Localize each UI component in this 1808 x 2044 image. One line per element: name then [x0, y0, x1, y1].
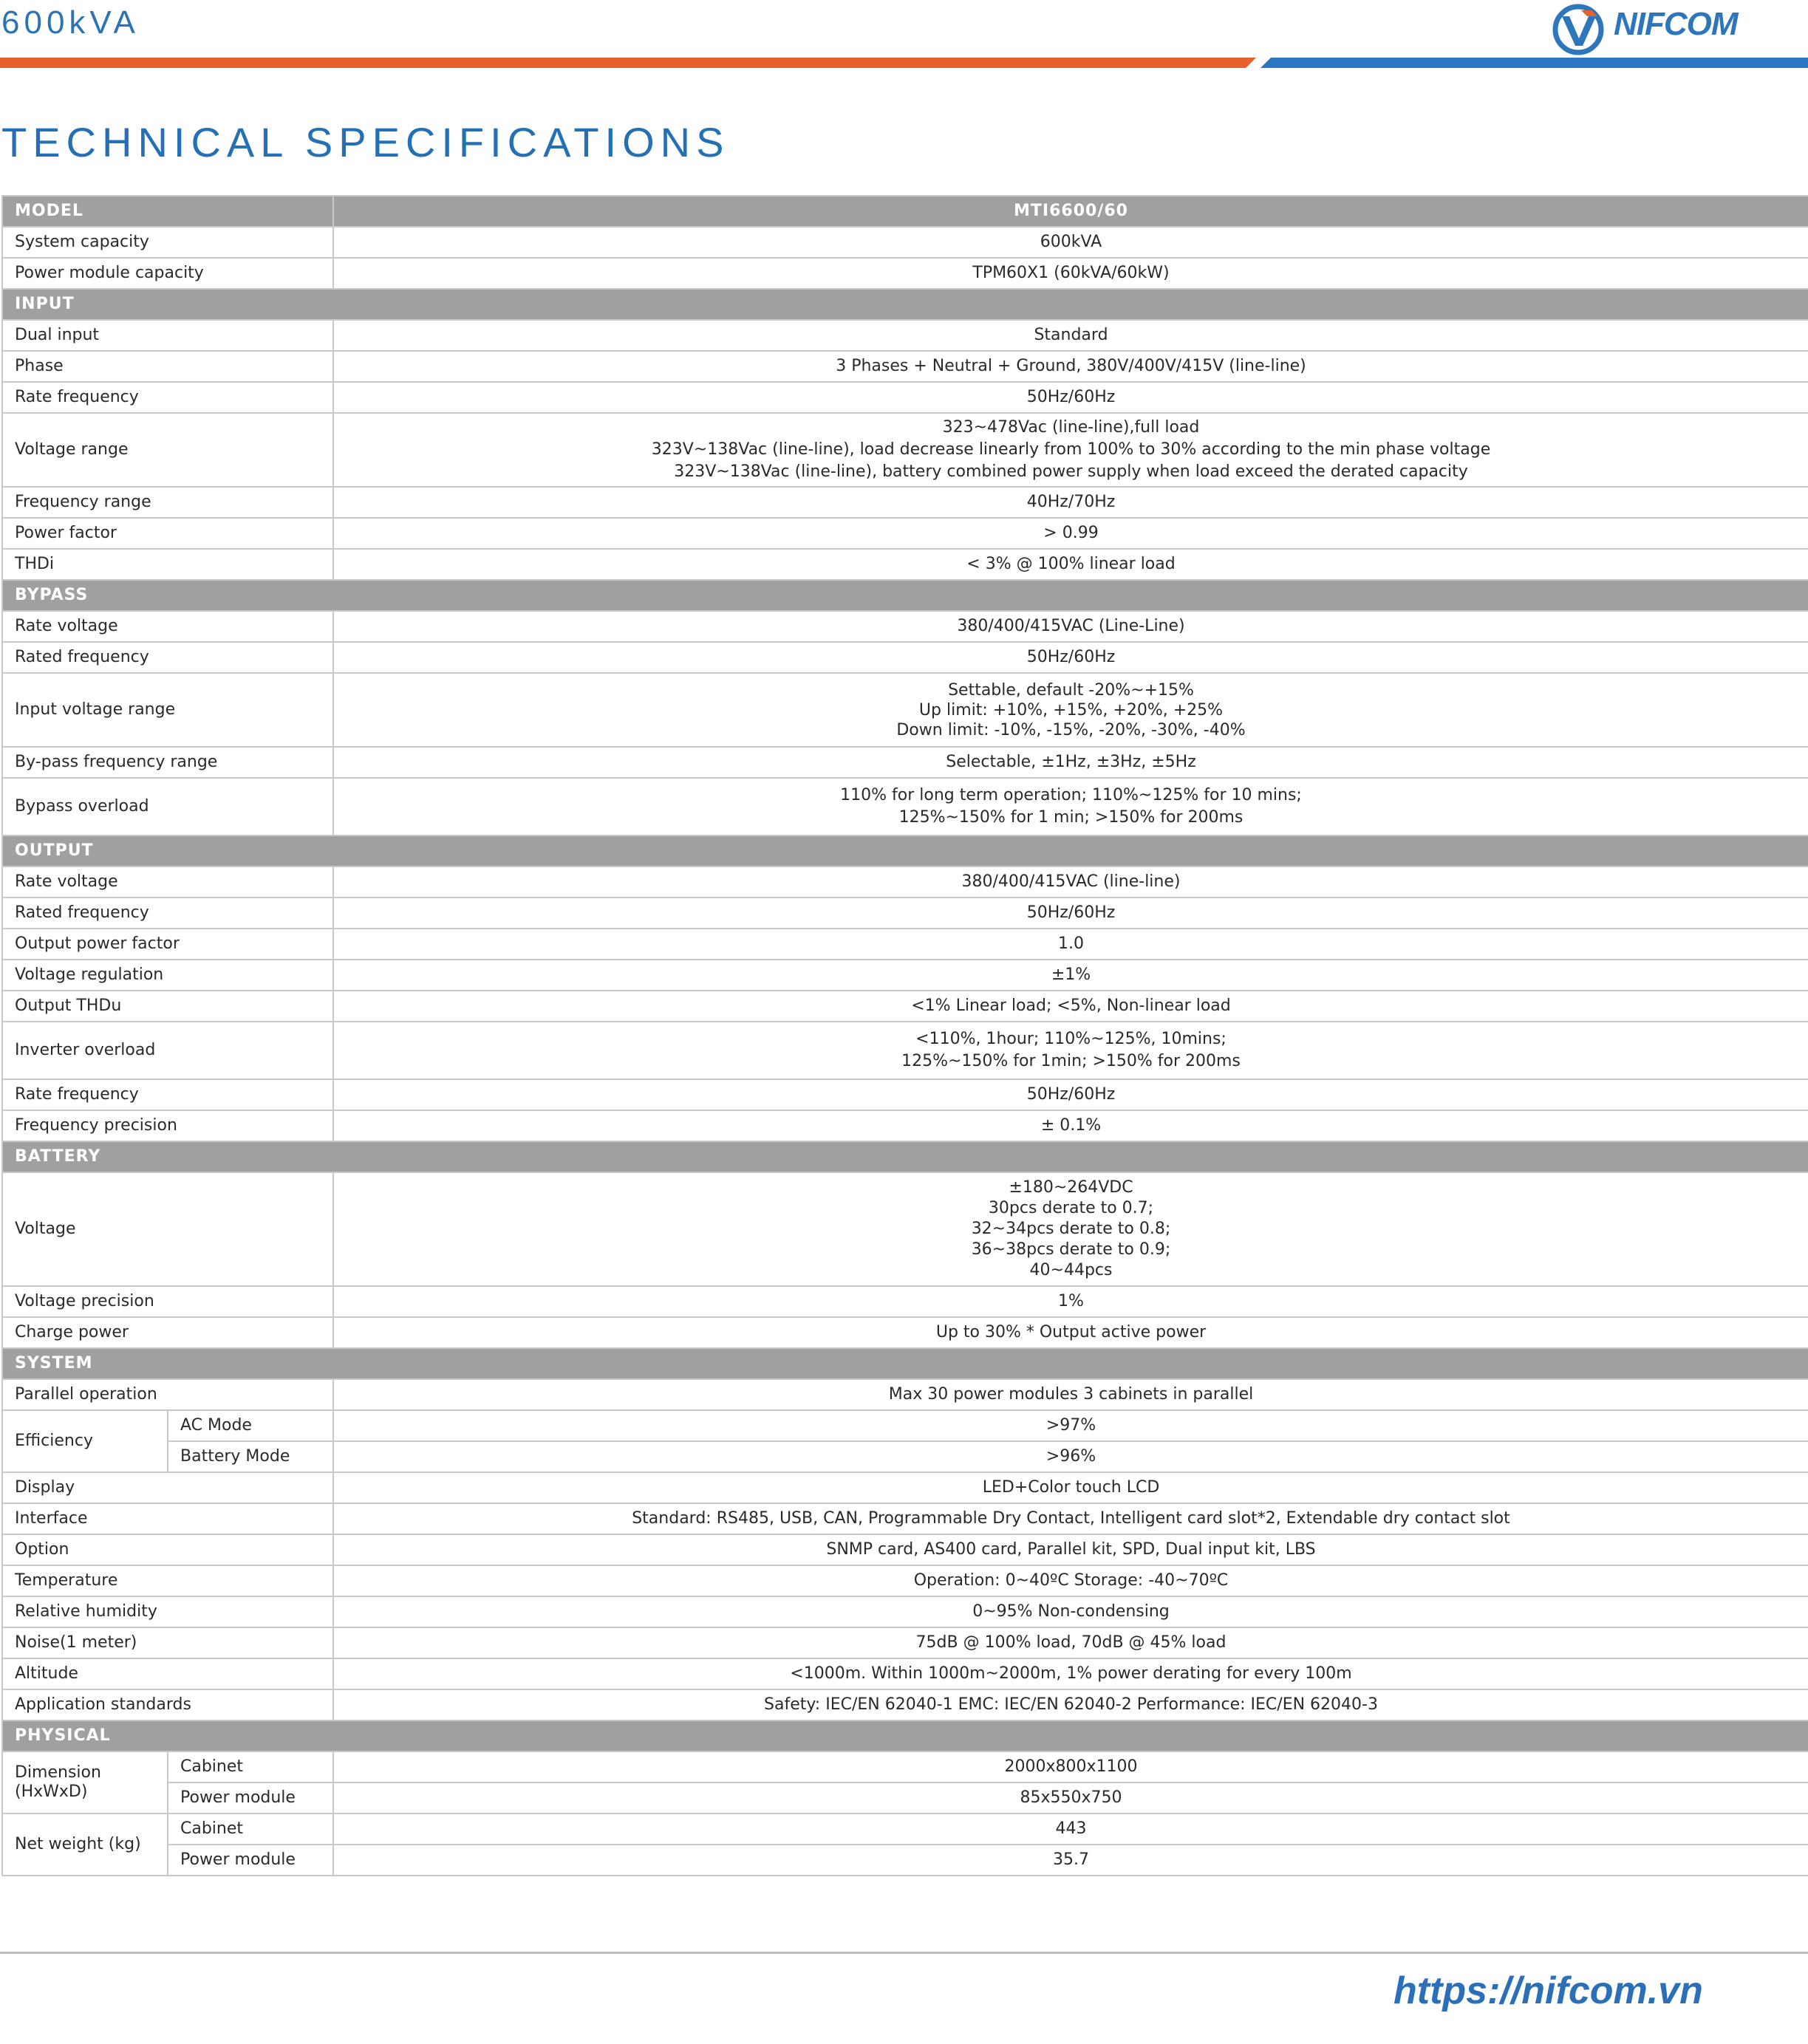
table-row: [2, 747, 1808, 778]
section-header-row: [2, 289, 1808, 320]
table-row: [2, 611, 1808, 642]
spec-label: Output THDu: [2, 991, 333, 1022]
spec-label: Frequency range: [2, 487, 333, 518]
table-row: [2, 487, 1808, 518]
spec-value: LED+Color touch LCD: [333, 1472, 1808, 1503]
table-row: [2, 1286, 1808, 1317]
table-row: [2, 898, 1808, 929]
spec-value: ±1%: [333, 960, 1808, 991]
spec-value: 380/400/415VAC (line-line): [333, 867, 1808, 898]
table-row: [2, 1658, 1808, 1689]
table-row: [2, 960, 1808, 991]
table-row: [2, 1079, 1808, 1110]
spec-sublabel: AC Mode: [168, 1410, 333, 1441]
spec-sublabel: Power module: [168, 1845, 333, 1876]
spec-value: 1%: [333, 1286, 1808, 1317]
spec-label: Rate frequency: [2, 382, 333, 413]
section-title-battery: BATTERY: [2, 1141, 1808, 1172]
spec-label: Charge power: [2, 1317, 333, 1348]
spec-value: 35.7: [333, 1845, 1808, 1876]
spec-value: 40Hz/70Hz: [333, 487, 1808, 518]
spec-label: Frequency precision: [2, 1110, 333, 1141]
table-row: [2, 673, 1808, 747]
table-row: [2, 642, 1808, 673]
spec-label: Voltage range: [2, 413, 333, 487]
spec-label: Power module capacity: [2, 258, 333, 289]
table-row: [2, 867, 1808, 898]
table-row: [2, 1410, 1808, 1441]
spec-value: <1000m. Within 1000m~2000m, 1% power derating for every 100m: [333, 1658, 1808, 1689]
table-row: [2, 1751, 1808, 1782]
table-row: [2, 1503, 1808, 1534]
header-stripe-orange: [0, 58, 1256, 68]
spec-label: Rate voltage: [2, 867, 333, 898]
spec-value: 2000x800x1100: [333, 1751, 1808, 1782]
value-line: 323~478Vac (line-line),full load: [942, 418, 1200, 437]
spec-label: Input voltage range: [2, 673, 333, 747]
table-row: [2, 549, 1808, 580]
spec-label: Inverter overload: [2, 1022, 333, 1079]
spec-value: 50Hz/60Hz: [333, 898, 1808, 929]
spec-value: 380/400/415VAC (Line-Line): [333, 611, 1808, 642]
table-row: [2, 991, 1808, 1022]
spec-label: Phase: [2, 351, 333, 382]
value-line: 323V~138Vac (line-line), battery combined power supply when load exceed the derated capacity: [674, 462, 1468, 481]
spec-value: < 3% @ 100% linear load: [333, 549, 1808, 580]
table-row: [2, 351, 1808, 382]
table-row: [2, 1627, 1808, 1658]
table-row: [2, 778, 1808, 835]
table-row: [2, 1782, 1808, 1814]
spec-value: 50Hz/60Hz: [333, 1079, 1808, 1110]
spec-value: Standard: [333, 320, 1808, 351]
spec-label: Rate voltage: [2, 611, 333, 642]
spec-value: Max 30 power modules 3 cabinets in parallel: [333, 1379, 1808, 1410]
header-stripe-blue: [1261, 58, 1808, 68]
spec-value: [333, 1172, 1808, 1286]
spec-value: Selectable, ±1Hz, ±3Hz, ±5Hz: [333, 747, 1808, 778]
table-row: [2, 518, 1808, 549]
spec-value: ± 0.1%: [333, 1110, 1808, 1141]
spec-value: SNMP card, AS400 card, Parallel kit, SPD, Dual input kit, LBS: [333, 1534, 1808, 1565]
spec-value: >96%: [333, 1441, 1808, 1472]
section-title-input: INPUT: [2, 289, 1808, 320]
spec-value: Operation: 0~40ºC Storage: -40~70ºC: [333, 1565, 1808, 1596]
spec-label: Rated frequency: [2, 898, 333, 929]
spec-value: 1.0: [333, 929, 1808, 960]
table-row: [2, 1814, 1808, 1845]
table-row: [2, 1317, 1808, 1348]
page-title: TECHNICAL SPECIFICATIONS: [1, 119, 730, 165]
footer-divider: [0, 1952, 1808, 1954]
value-line: 30pcs derate to 0.7;: [988, 1199, 1154, 1217]
table-row: [2, 1441, 1808, 1472]
table-row: [2, 1022, 1808, 1079]
spec-value: 600kVA: [333, 227, 1808, 258]
spec-sublabel: Battery Mode: [168, 1441, 333, 1472]
logo-mark-icon: [1549, 0, 1608, 59]
spec-value: 50Hz/60Hz: [333, 382, 1808, 413]
value-line: <110%, 1hour; 110%~125%, 10mins;: [915, 1030, 1227, 1048]
spec-sublabel: Cabinet: [168, 1814, 333, 1845]
value-line: 32~34pcs derate to 0.8;: [971, 1220, 1171, 1238]
spec-value: [333, 673, 1808, 747]
value-line: 323V~138Vac (line-line), load decrease linearly from 100% to 30% according to the min phase voltage: [651, 440, 1491, 459]
label-line: Dimension: [15, 1763, 101, 1782]
spec-value: [333, 778, 1808, 835]
spec-label: Voltage regulation: [2, 960, 333, 991]
table-row: [2, 1565, 1808, 1596]
spec-label: THDi: [2, 549, 333, 580]
spec-sublabel: Cabinet: [168, 1751, 333, 1782]
spec-value: >97%: [333, 1410, 1808, 1441]
spec-label: Option: [2, 1534, 333, 1565]
logo-text: NIFCOM: [1614, 6, 1738, 42]
spec-label: Efficiency: [2, 1410, 168, 1472]
table-row: [2, 1845, 1808, 1876]
section-title-physical: PHYSICAL: [2, 1720, 1808, 1751]
spec-label: Power factor: [2, 518, 333, 549]
table-row: [2, 227, 1808, 258]
spec-sublabel: Power module: [168, 1782, 333, 1814]
value-line: ±180~264VDC: [1009, 1178, 1133, 1197]
table-row: [2, 1534, 1808, 1565]
table-row: [2, 382, 1808, 413]
value-line: Up limit: +10%, +15%, +20%, +25%: [918, 700, 1224, 719]
table-row: [2, 1472, 1808, 1503]
table-row: [2, 258, 1808, 289]
spec-value: 443: [333, 1814, 1808, 1845]
spec-value: [333, 413, 1808, 487]
section-header-row: [2, 580, 1808, 611]
label-line: (HxWxD): [15, 1782, 88, 1801]
spec-value: [333, 1022, 1808, 1079]
spec-label: Interface: [2, 1503, 333, 1534]
section-header-row: [2, 1720, 1808, 1751]
table-row: [2, 1110, 1808, 1141]
section-title-system: SYSTEM: [2, 1348, 1808, 1379]
spec-label: Temperature: [2, 1565, 333, 1596]
spec-label: Voltage precision: [2, 1286, 333, 1317]
value-line: 110% for long term operation; 110%~125% for 10 mins;: [840, 786, 1302, 804]
spec-value: Safety: IEC/EN 62040-1 EMC: IEC/EN 62040-2 Performance: IEC/EN 62040-3: [333, 1689, 1808, 1720]
spec-label: Rated frequency: [2, 642, 333, 673]
spec-label: Application standards: [2, 1689, 333, 1720]
spec-value: 0~95% Non-condensing: [333, 1596, 1808, 1627]
nifcom-logo[interactable]: [1549, 0, 1770, 59]
section-header-row: [2, 1141, 1808, 1172]
section-header-row: [2, 835, 1808, 867]
spec-label: Relative humidity: [2, 1596, 333, 1627]
value-line: Down limit: -10%, -15%, -20%, -30%, -40%: [896, 720, 1246, 739]
spec-value: Standard: RS485, USB, CAN, Programmable Dry Contact, Intelligent card slot*2, Extendable dry contact slot: [333, 1503, 1808, 1534]
table-row: [2, 1596, 1808, 1627]
spec-value: 50Hz/60Hz: [333, 642, 1808, 673]
spec-label: Rate frequency: [2, 1079, 333, 1110]
spec-value: 75dB @ 100% load, 70dB @ 45% load: [333, 1627, 1808, 1658]
model-label: MODEL: [2, 196, 333, 227]
section-title-bypass: BYPASS: [2, 580, 1808, 611]
table-row: [2, 929, 1808, 960]
spec-label: By-pass frequency range: [2, 747, 333, 778]
section-header-row: [2, 1348, 1808, 1379]
table-row: [2, 320, 1808, 351]
value-line: 40~44pcs: [1029, 1261, 1113, 1279]
section-title-output: OUTPUT: [2, 835, 1808, 867]
table-row: [2, 1689, 1808, 1720]
model-title: 600kVA: [1, 4, 140, 41]
spec-label: Altitude: [2, 1658, 333, 1689]
spec-label: Dual input: [2, 320, 333, 351]
spec-table: [1, 195, 1808, 1876]
value-line: 125%~150% for 1min; >150% for 200ms: [901, 1052, 1241, 1070]
spec-label: Display: [2, 1472, 333, 1503]
table-row: [2, 196, 1808, 227]
spec-value: 3 Phases + Neutral + Ground, 380V/400V/415V (line-line): [333, 351, 1808, 382]
spec-value: > 0.99: [333, 518, 1808, 549]
table-row: [2, 1172, 1808, 1286]
spec-label: Parallel operation: [2, 1379, 333, 1410]
value-line: 125%~150% for 1 min; >150% for 200ms: [898, 808, 1244, 827]
model-value: MTI6600/60: [333, 196, 1808, 227]
spec-label: Voltage: [2, 1172, 333, 1286]
table-row: [2, 413, 1808, 487]
website-link[interactable]: https://nifcom.vn: [1393, 1969, 1703, 2012]
spec-value: Up to 30% * Output active power: [333, 1317, 1808, 1348]
spec-value: TPM60X1 (60kVA/60kW): [333, 258, 1808, 289]
spec-label: Output power factor: [2, 929, 333, 960]
value-line: 36~38pcs derate to 0.9;: [971, 1240, 1171, 1259]
spec-label: System capacity: [2, 227, 333, 258]
spec-value: 85x550x750: [333, 1782, 1808, 1814]
spec-label: Bypass overload: [2, 778, 333, 835]
value-line: Settable, default -20%~+15%: [948, 680, 1194, 700]
spec-label: [2, 1751, 168, 1814]
table-row: [2, 1379, 1808, 1410]
spec-label: Noise(1 meter): [2, 1627, 333, 1658]
spec-label: Net weight (kg): [2, 1814, 168, 1876]
spec-value: <1% Linear load; <5%, Non-linear load: [333, 991, 1808, 1022]
